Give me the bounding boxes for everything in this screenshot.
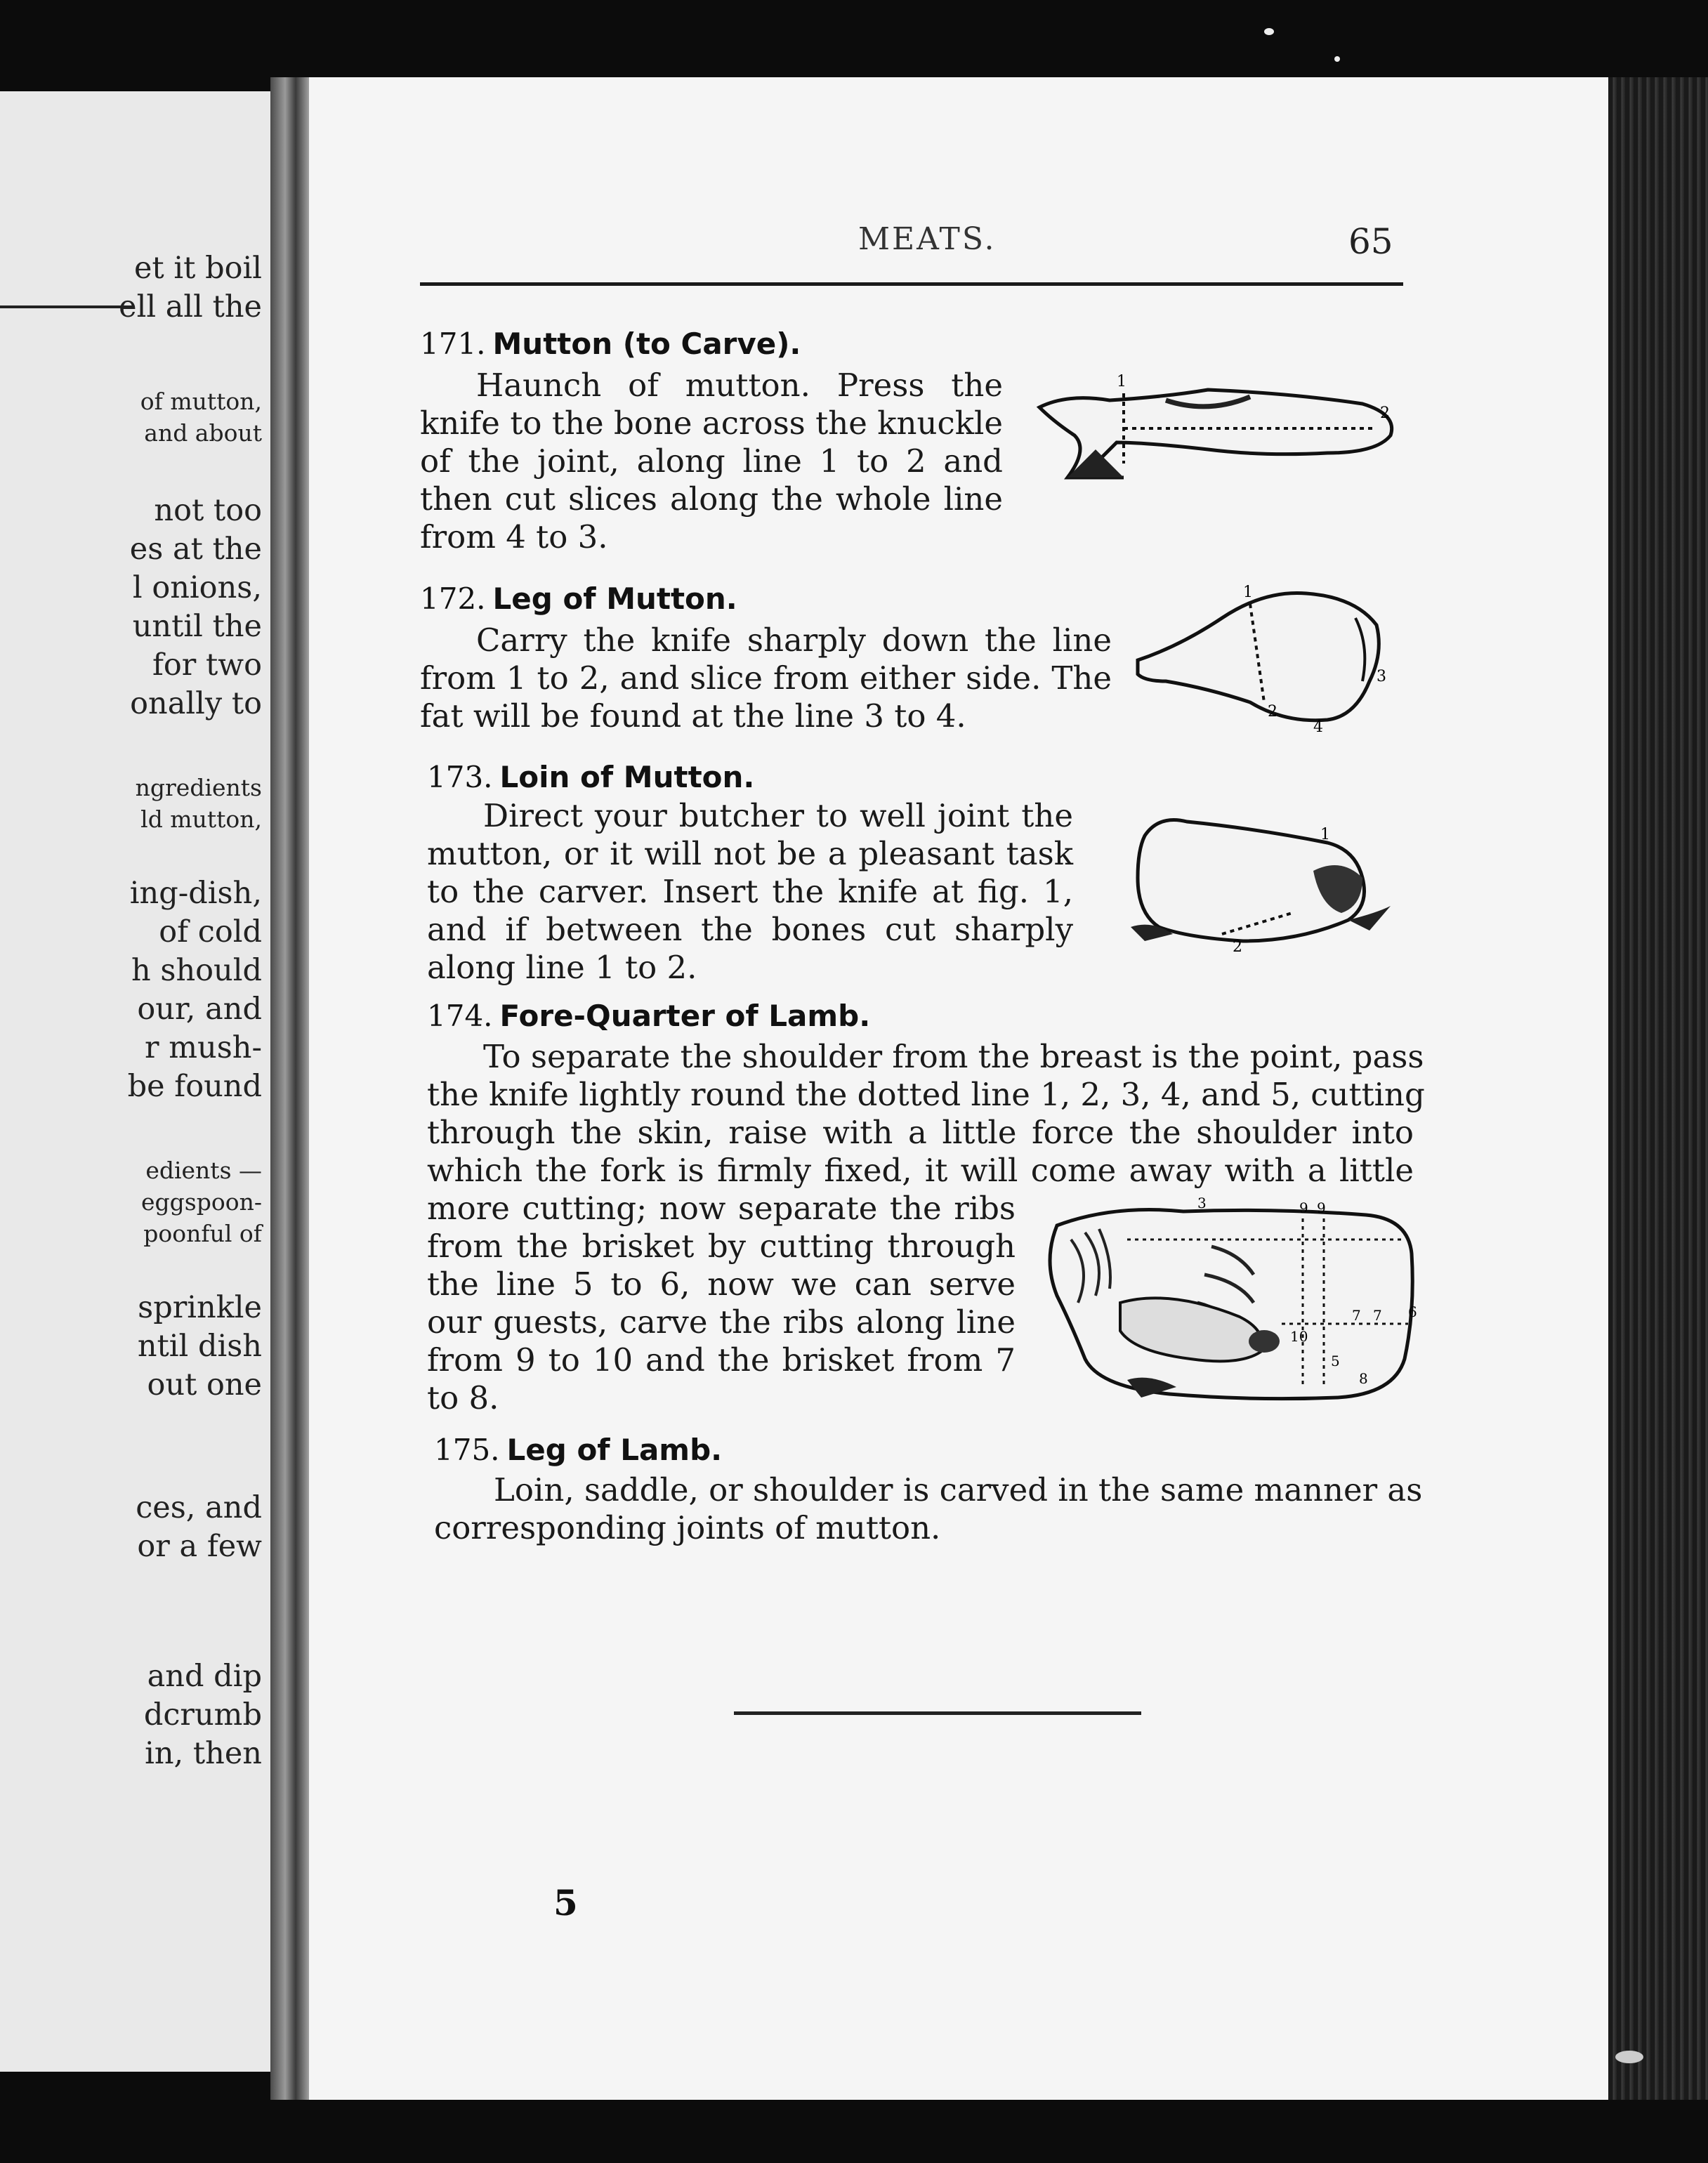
section-number: 172. bbox=[420, 581, 486, 616]
left-page-line: out one bbox=[147, 1367, 262, 1402]
page-number: 65 bbox=[1348, 221, 1393, 262]
left-page-line: our, and bbox=[137, 992, 262, 1027]
figure-label: 9 bbox=[1317, 1199, 1326, 1216]
section-title-173 bbox=[427, 760, 754, 794]
left-page-line: onally to bbox=[130, 686, 262, 721]
text-line: more cutting; now separate the ribs bbox=[427, 1190, 1016, 1227]
figure-label: 5 bbox=[1331, 1353, 1340, 1369]
left-page-line: poonful of bbox=[143, 1220, 262, 1247]
figure-label: 7 bbox=[1373, 1307, 1382, 1324]
left-page-line: ell all the bbox=[119, 289, 262, 324]
left-page-line: ld mutton, bbox=[140, 806, 262, 833]
left-page-line: for two bbox=[152, 647, 262, 683]
left-page-rule bbox=[0, 305, 133, 308]
text-line: to 8. bbox=[427, 1379, 499, 1416]
section-title-175 bbox=[434, 1433, 722, 1467]
text-line: and if between the bones cut sharply bbox=[427, 911, 1073, 948]
text-line: our guests, carve the ribs along line bbox=[427, 1303, 1016, 1341]
section-number: 173. bbox=[427, 760, 493, 794]
figure-label: 6 bbox=[1408, 1303, 1417, 1320]
left-page-line: h should bbox=[131, 953, 262, 988]
left-page-line: es at the bbox=[129, 532, 262, 567]
text-line: knife to the bone across the knuckle bbox=[420, 405, 1003, 442]
text-line: the line 5 to 6, now we can serve bbox=[427, 1265, 1016, 1303]
text-line: from 1 to 2, and slice from either side. The bbox=[420, 659, 1112, 697]
figure-label: 9 bbox=[1299, 1199, 1308, 1216]
text-line: through the skin, raise with a little force the shoulder into bbox=[427, 1114, 1414, 1151]
section-text-175 bbox=[434, 1471, 1423, 1547]
section-name: Mutton (to Carve). bbox=[492, 327, 801, 361]
section-text-172 bbox=[420, 622, 1112, 735]
text-line: Loin, saddle, or shoulder is carved in the same manner as bbox=[494, 1471, 1423, 1508]
text-line: Haunch of mutton. Press the bbox=[476, 367, 1003, 404]
section-title-174 bbox=[427, 999, 870, 1033]
figure-label: 4 bbox=[1313, 718, 1323, 736]
figure-label: 3 bbox=[1377, 668, 1386, 685]
text-line: corresponding joints of mutton. bbox=[434, 1509, 941, 1546]
section-text-171 bbox=[420, 367, 1003, 556]
figure-label: 2 bbox=[1233, 938, 1242, 955]
left-page-line: until the bbox=[132, 609, 262, 644]
figure-label: 2 bbox=[1380, 405, 1390, 422]
figure-label: 1 bbox=[1320, 826, 1330, 843]
section-title-171 bbox=[420, 327, 801, 361]
header-rule bbox=[420, 282, 1403, 286]
left-page-line: be found bbox=[127, 1069, 262, 1104]
text-line: To separate the shoulder from the breast is the point, pass bbox=[483, 1038, 1424, 1075]
figure-label: 1 bbox=[1243, 584, 1253, 601]
text-line: from 4 to 3. bbox=[420, 518, 608, 555]
section-name: Leg of Mutton. bbox=[492, 581, 737, 616]
leg-of-mutton-illustration bbox=[1124, 576, 1391, 737]
left-page-line: edients — bbox=[145, 1157, 262, 1184]
left-page-line: ing-dish, bbox=[129, 876, 262, 911]
loin-of-mutton-illustration bbox=[1117, 801, 1398, 955]
book-side-edge bbox=[1608, 77, 1708, 2100]
left-page-line: ntil dish bbox=[137, 1329, 262, 1364]
section-number: 175. bbox=[434, 1433, 500, 1467]
figure-label: 7 bbox=[1352, 1307, 1361, 1324]
page-speck bbox=[1334, 56, 1340, 62]
left-page-line: r mush- bbox=[145, 1030, 262, 1065]
figure-label: 2 bbox=[1268, 703, 1277, 721]
text-line: Direct your butcher to well joint the bbox=[483, 797, 1073, 834]
left-page-line: not too bbox=[154, 493, 262, 528]
text-line: from the brisket by cutting through bbox=[427, 1228, 1016, 1265]
left-page-line: and dip bbox=[147, 1659, 262, 1694]
text-line: Carry the knife sharply down the line bbox=[476, 622, 1112, 659]
text-line: which the fork is firmly fixed, it will come away with a little bbox=[427, 1152, 1414, 1189]
page-speck bbox=[1264, 28, 1274, 35]
running-header: MEATS. bbox=[858, 221, 997, 257]
left-page-line: of cold bbox=[159, 914, 262, 949]
page-speck bbox=[1615, 2051, 1643, 2063]
left-page-line: ces, and bbox=[136, 1490, 262, 1525]
left-page-line: l onions, bbox=[132, 570, 262, 605]
fore-quarter-of-lamb-illustration bbox=[1029, 1197, 1422, 1408]
figure-label: 10 bbox=[1290, 1328, 1308, 1345]
text-line: fat will be found at the line 3 to 4. bbox=[420, 697, 966, 735]
text-line: mutton, or it will not be a pleasant task bbox=[427, 835, 1073, 872]
left-page-line: et it boil bbox=[133, 251, 262, 286]
figure-label: 1 bbox=[1117, 373, 1126, 390]
text-line: from 9 to 10 and the brisket from 7 bbox=[427, 1341, 1016, 1379]
section-number: 171. bbox=[420, 327, 486, 361]
left-page-line: in, then bbox=[145, 1736, 262, 1771]
haunch-of-mutton-illustration bbox=[1025, 365, 1405, 506]
text-line: of the joint, along line 1 to 2 and bbox=[420, 442, 1003, 480]
section-title-172 bbox=[420, 581, 737, 616]
left-page-line: of mutton, bbox=[140, 388, 262, 415]
figure-label: 8 bbox=[1359, 1370, 1368, 1387]
left-page-line: and about bbox=[144, 419, 262, 447]
book-gutter bbox=[270, 77, 313, 2100]
end-rule bbox=[734, 1711, 1141, 1715]
text-line: then cut slices along the whole line bbox=[420, 480, 1003, 518]
figure-label: 3 bbox=[1197, 1197, 1207, 1211]
text-line: along line 1 to 2. bbox=[427, 949, 697, 986]
section-name: Leg of Lamb. bbox=[506, 1433, 723, 1467]
section-text-173 bbox=[427, 797, 1073, 987]
left-page-line: sprinkle bbox=[138, 1290, 262, 1325]
signature-mark: 5 bbox=[553, 1882, 578, 1924]
section-number: 174. bbox=[427, 999, 493, 1033]
left-page bbox=[0, 91, 270, 2072]
left-page-line: or a few bbox=[137, 1529, 262, 1564]
left-page-line: eggspoon- bbox=[141, 1188, 262, 1216]
left-page-line: ngredients bbox=[135, 774, 262, 801]
section-name: Loin of Mutton. bbox=[499, 760, 755, 794]
text-line: to the carver. Insert the knife at fig. 1, bbox=[427, 873, 1073, 910]
left-page-line: dcrumb bbox=[143, 1697, 262, 1733]
text-line: the knife lightly round the dotted line 1, 2, 3, 4, and 5, cutting bbox=[427, 1076, 1425, 1113]
section-name: Fore-Quarter of Lamb. bbox=[499, 999, 871, 1033]
